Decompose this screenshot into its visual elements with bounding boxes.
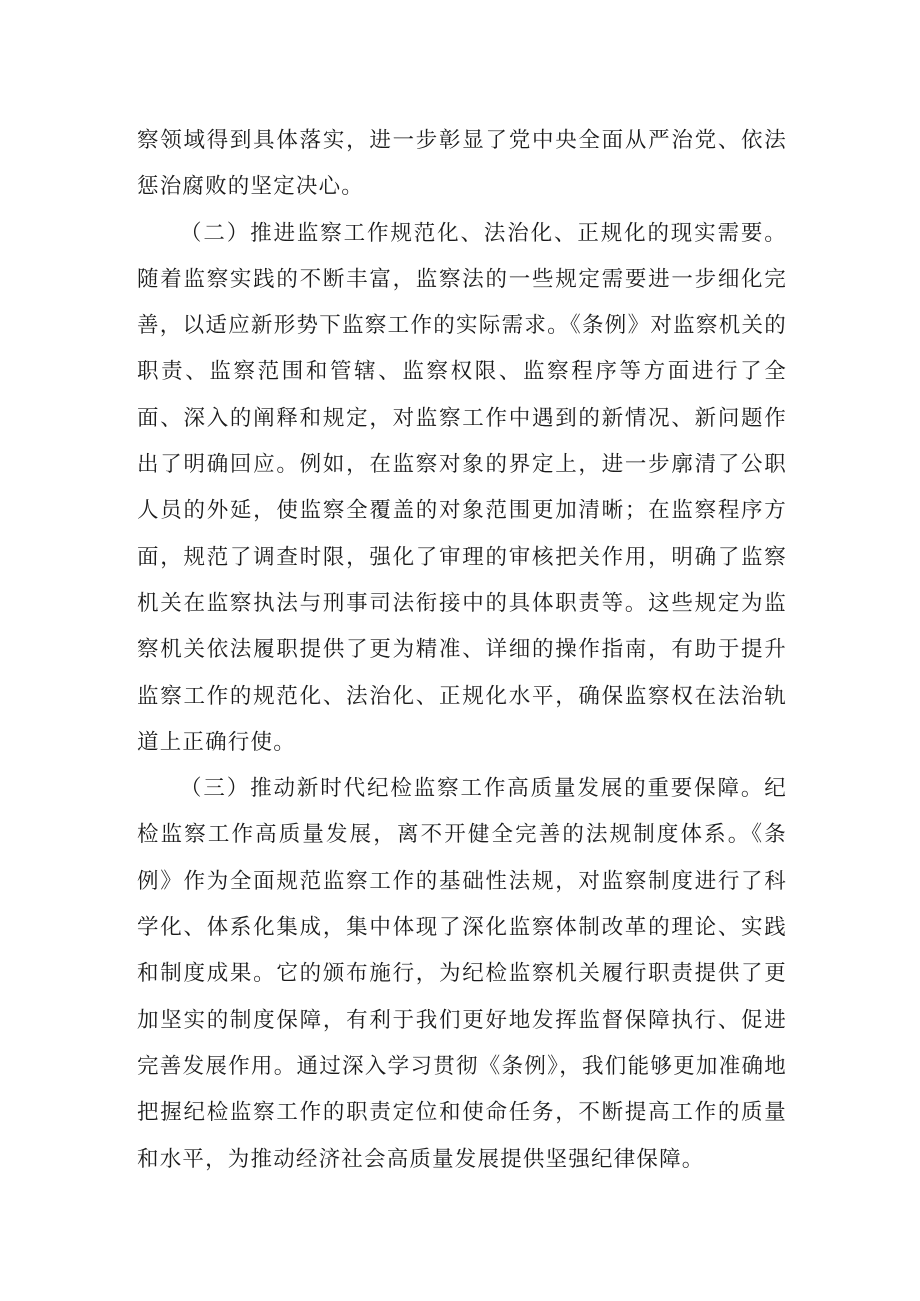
paragraph-section-two: （二）推进监察工作规范化、法治化、正规化的现实需要。随着监察实践的不断丰富，监察法的一些规定需要进一步细化完善，以适应新形势下监察工作的实际需求。《条例》对监察机关的职责、监察范围和管辖、监察权限、监察程序等方面进行了全面、深入的阐释和规定，对监察工作中遇到的新情况、新问题作出了明确回应。例如，在监察对象的界定上，进一步廓清了公职人员的外延，使监察全覆盖的对象范围更加清晰；在监察程序方面，规范了调查时限，强化了审理的审核把关作用，明确了监察机关在监察执法与刑事司法衔接中的具体职责等。这些规定为监察机关依法履职提供了更为精准、详细的操作指南，有助于提升监察工作的规范化、法治化、正规化水平，确保监察权在法治轨道上正确行使。 <box>137 220 787 755</box>
document-body <box>137 118 787 1183</box>
paragraph-section-three: （三）推动新时代纪检监察工作高质量发展的重要保障。纪检监察工作高质量发展，离不开健全完善的法规制度体系。《条例》作为全面规范监察工作的基础性法规，对监察制度进行了科学化、体系化集成，集中体现了深化监察体制改革的理论、实践和制度成果。它的颁布施行，为纪检监察机关履行职责提供了更加坚实的制度保障，有利于我们更好地发挥监督保障执行、促进完善发展作用。通过深入学习贯彻《条例》，我们能够更加准确地把握纪检监察工作的职责定位和使命任务，不断提高工作的质量和水平，为推动经济社会高质量发展提供坚强纪律保障。 <box>137 776 787 1172</box>
paragraph-continuation: 察领域得到具体落实，进一步彰显了党中央全面从严治党、依法惩治腐败的坚定决心。 <box>137 128 787 200</box>
